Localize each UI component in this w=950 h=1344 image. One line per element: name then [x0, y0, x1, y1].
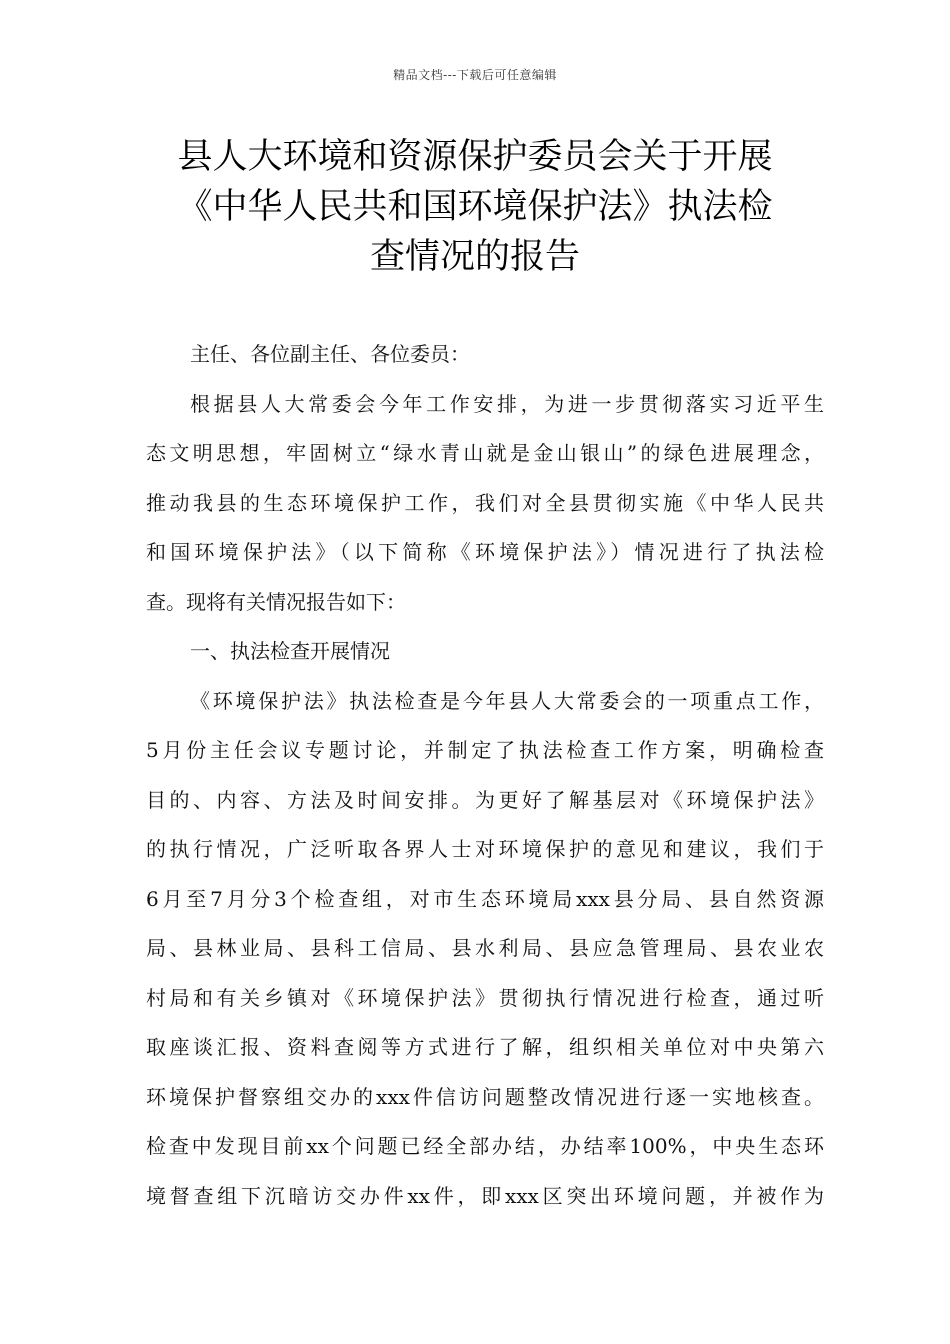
paragraph-2-line: 取座谈汇报、资料查阅等方式进行了解，组织相关单位对中央第六: [146, 1035, 824, 1059]
paragraph-2-line: 的执行情况，广泛听取各界人士对环境保护的意见和建议，我们于: [146, 837, 824, 861]
paragraph-2-line: 目的、内容、方法及时间安排。为更好了解基层对《环境保护法》: [146, 787, 824, 812]
paragraph-2-line: 《环境保护法》执法检查是今年县人大常委会的一项重点工作，: [190, 688, 824, 713]
paragraph-2-line: 村局和有关乡镇对《环境保护法》贯彻执行情况进行检查，通过听: [146, 985, 824, 1010]
paragraph-1-line: 态文明思想，牢固树立“绿水青山就是金山银山”的绿色进展理念，: [146, 441, 824, 465]
section-heading: 一、执法检查开展情况: [190, 639, 390, 663]
document-body: [146, 330, 824, 1221]
header-note: 精品文档---下载后可任意编辑: [393, 68, 557, 82]
paragraph-2-line: 6月至7月分3个检查组，对市生态环境局xxx县分局、县自然资源: [146, 886, 824, 911]
title-line-2: 《中华人民共和国环境保护法》执法检: [177, 187, 773, 227]
paragraph-1-line: 根据县人大常委会今年工作安排，为进一步贯彻落实习近平生: [190, 391, 824, 416]
paragraph-1-line: 推动我县的生态环境保护工作，我们对全县贯彻实施《中华人民共: [146, 490, 824, 515]
paragraph-2-line: 局、县林业局、县科工信局、县水利局、县应急管理局、县农业农: [146, 936, 824, 960]
title-line-1: 县人大环境和资源保护委员会关于开展: [177, 137, 773, 177]
paragraph-1-line: 查。现将有关情况报告如下：: [146, 589, 406, 614]
title-line-3: 查情况的报告: [369, 237, 580, 277]
paragraph-2-line: 环境保护督察组交办的xxx件信访问题整改情况进行逐一实地核查。: [146, 1084, 824, 1109]
document-title: [120, 132, 830, 282]
paragraph-1-line: 和国环境保护法》（以下简称《环境保护法》）情况进行了执法检: [146, 540, 824, 564]
paragraph-2-line: 检查中发现目前xx个问题已经全部办结，办结率100%，中央生态环: [146, 1134, 824, 1158]
salutation: 主任、各位副主任、各位委员：: [190, 342, 470, 366]
paragraph-2-line: 5月份主任会议专题讨论，并制定了执法检查工作方案，明确检查: [146, 738, 824, 762]
paragraph-2-line: 境督查组下沉暗访交办件xx件，即xxx区突出环境问题，并被作为: [146, 1183, 824, 1208]
